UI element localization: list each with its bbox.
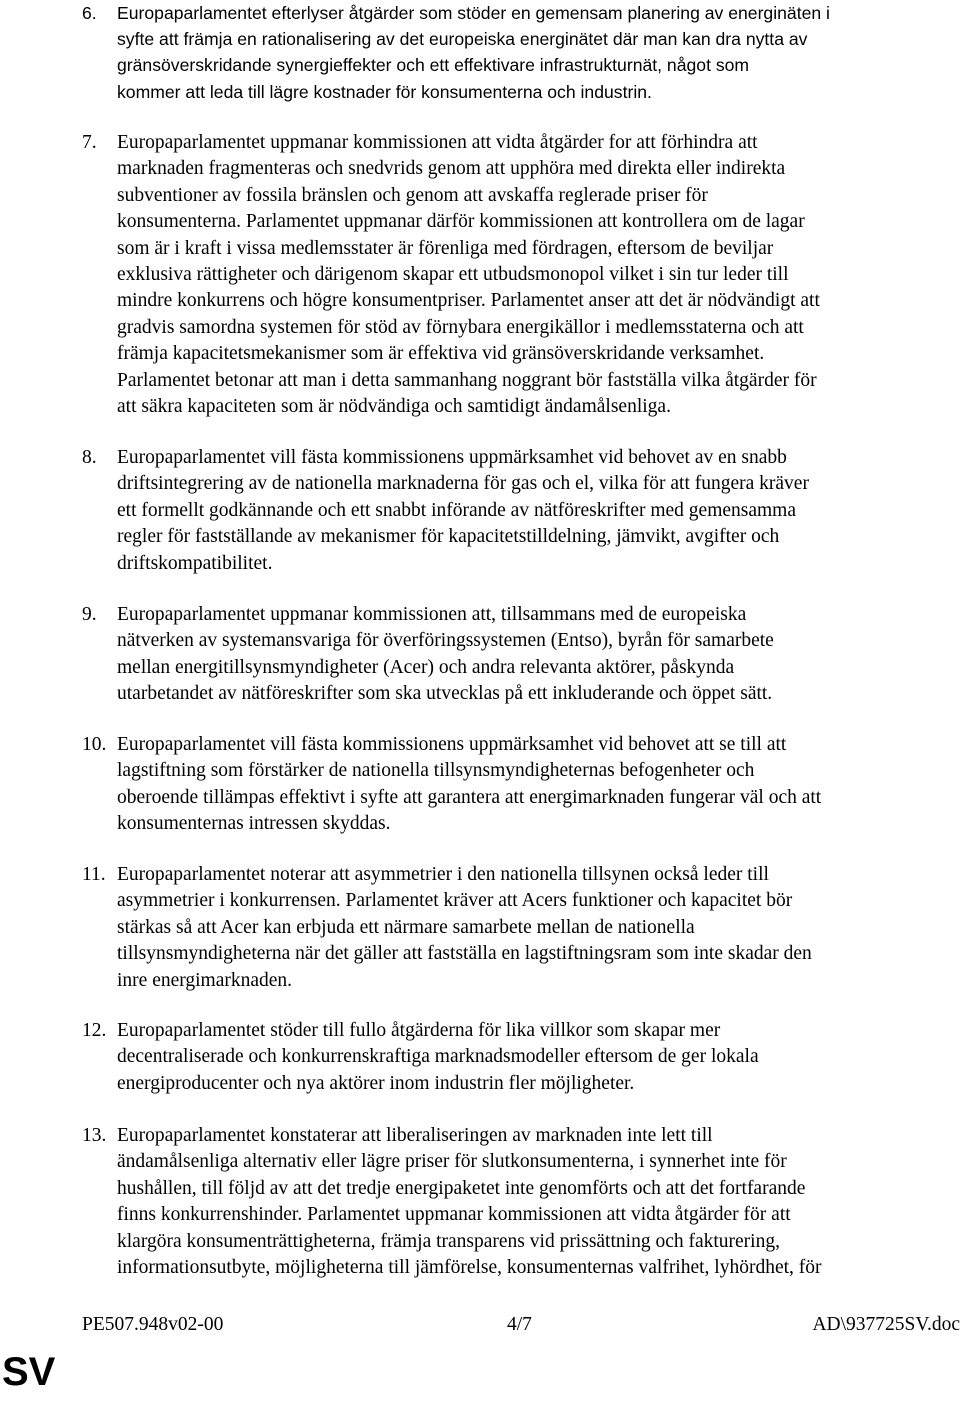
text-line: regler för fastställande av mekanismer för kapacitetstilldelning, jämvikt, avgifter och <box>117 526 780 548</box>
text-line: Europaparlamentet stöder till fullo åtgärderna för lika villkor som skapar mer <box>117 1020 721 1041</box>
footer-page-number: 4/7 <box>507 1314 532 1335</box>
text-line: finns konkurrenshinder. Parlamentet uppmanar kommissionen att vidta åtgärder för att <box>117 1204 791 1226</box>
language-code: SV <box>2 1350 56 1394</box>
text-line: gränsöverskridande synergieffekter och ett effektivare infrastrukturnät, något som <box>117 55 750 76</box>
text-line: kommer att leda till lägre kostnader för konsumenterna och industrin. <box>117 81 652 102</box>
text-line: Europaparlamentet uppmanar kommissionen att, tillsammans med de europeiska <box>117 604 747 625</box>
text-line: ett formellt godkännande och ett snabbt införande av nätföreskrifter med gemensamma <box>117 499 797 521</box>
text-line: driftskompatibilitet. <box>117 552 273 574</box>
text-line: Europaparlamentet konstaterar att liberaliseringen av marknaden inte lett till <box>117 1125 713 1146</box>
text-line: stärkas så att Acer kan erbjuda ett närmare samarbete mellan de nationella <box>117 916 695 938</box>
paragraph-text <box>117 602 960 708</box>
footer-reference: PE507.948v02-00 <box>82 1314 224 1335</box>
text-line: exklusiva rättigheter och därigenom skapar ett utbudsmonopol vilket i sin tur leder till <box>117 264 789 286</box>
text-line: mellan energitillsynsmyndigheter (Acer) och andra relevanta aktörer, påskynda <box>117 656 735 678</box>
text-line: Europaparlamentet vill fästa kommissionens uppmärksamhet vid behovet att se till att <box>117 734 787 755</box>
text-line: lagstiftning som förstärker de nationella tillsynsmyndigheternas befogenheter och <box>117 760 755 782</box>
paragraph-number: 13. <box>82 1125 107 1146</box>
text-line: utarbetandet av nätföreskrifter som ska utvecklas på ett inkluderande och öppet sätt. <box>117 683 773 705</box>
paragraph-text <box>117 130 960 420</box>
paragraph-number: 8. <box>82 447 97 468</box>
text-line: klargöra konsumenträttigheterna, främja transparens vid prissättning och fakturering, <box>117 1230 780 1252</box>
paragraph-text <box>117 1123 960 1281</box>
paragraph-number: 7. <box>82 132 97 153</box>
text-line: informationsutbyte, möjligheterna till jämförelse, konsumenternas valfrihet, lyhördhet, för <box>117 1257 822 1279</box>
text-line: nätverken av systemansvariga för överföringssystemen (Entso), byrån för samarbete <box>117 630 774 652</box>
text-line: Europaparlamentet vill fästa kommissionens uppmärksamhet vid behovet av en snabb <box>117 447 787 468</box>
paragraph-number: 11. <box>82 864 106 885</box>
text-line: konsumenternas intressen skyddas. <box>117 813 391 835</box>
paragraph-number: 12. <box>82 1020 107 1041</box>
paragraph-number: 6. <box>82 3 97 23</box>
text-line: Parlamentet betonar att man i detta sammanhang noggrant bör fastställa vilka åtgärder för <box>117 369 817 391</box>
text-line: mindre konkurrens och högre konsumentpriser. Parlamentet anser att det är nödvändigt att <box>117 290 820 312</box>
paragraph-text <box>117 0 960 105</box>
text-line: ändamålsenliga alternativ eller lägre priser för slutkonsumenterna, i synnerhet inte för <box>117 1151 787 1173</box>
paragraph-number: 9. <box>82 604 97 625</box>
text-line: Europaparlamentet efterlyser åtgärder som stöder en gemensam planering av energinäten i <box>117 3 830 23</box>
paragraph-number: 10. <box>82 734 107 755</box>
text-line: driftsintegrering av de nationella marknaderna för gas och el, vilka för att fungera kräver <box>117 473 809 495</box>
text-line: konsumenterna. Parlamentet uppmanar därför kommissionen att kontrollera om de lagar <box>117 211 805 233</box>
paragraph-text <box>117 862 960 994</box>
text-line: decentraliserade och konkurrenskraftiga marknadsmodeller eftersom de ger lokala <box>117 1046 759 1068</box>
text-line: Europaparlamentet noterar att asymmetrier i den nationella tillsynen också leder till <box>117 864 769 885</box>
text-line: som är i kraft i vissa medlemsstater är förenliga med fördragen, eftersom de beviljar <box>117 237 774 259</box>
footer-filename: AD\937725SV.doc <box>812 1314 960 1335</box>
text-line: subventioner av fossila bränslen och genom att avskaffa reglerade priser för <box>117 184 708 206</box>
paragraph-text <box>117 445 960 577</box>
text-line: syfte att främja en rationalisering av det europeiska energinätet där man kan dra nytta av <box>117 29 808 50</box>
text-line: marknaden fragmenteras och snedvrids genom att upphöra med direkta eller indirekta <box>117 158 786 180</box>
paragraph-text <box>117 1018 960 1097</box>
text-line: hushållen, till följd av att det tredje energipaketet inte genomförts och att det fortfarande <box>117 1177 806 1199</box>
paragraph-text <box>117 732 960 838</box>
text-line: asymmetrier i konkurrensen. Parlamentet kräver att Acers funktioner och kapacitet bör <box>117 890 793 912</box>
text-line: inre energimarknaden. <box>117 969 293 991</box>
text-line: Europaparlamentet uppmanar kommissionen att vidta åtgärder for att förhindra att <box>117 132 758 153</box>
text-line: att säkra kapaciteten som är nödvändiga och samtidigt ändamålsenliga. <box>117 396 671 418</box>
text-line: gradvis samordna systemen för stöd av förnybara energikällor i medlemsstaterna och att <box>117 316 804 338</box>
text-line: främja kapacitetsmekanismer som är effektiva vid gränsöverskridande verksamhet. <box>117 343 765 365</box>
text-line: tillsynsmyndigheterna när det gäller att fastställa en lagstiftningsram som inte skadar den <box>117 943 812 965</box>
text-line: energiproducenter och nya aktörer inom industrin fler möjligheter. <box>117 1072 635 1094</box>
text-line: oberoende tillämpas effektivt i syfte att garantera att energimarknaden fungerar väl och att <box>117 786 822 808</box>
